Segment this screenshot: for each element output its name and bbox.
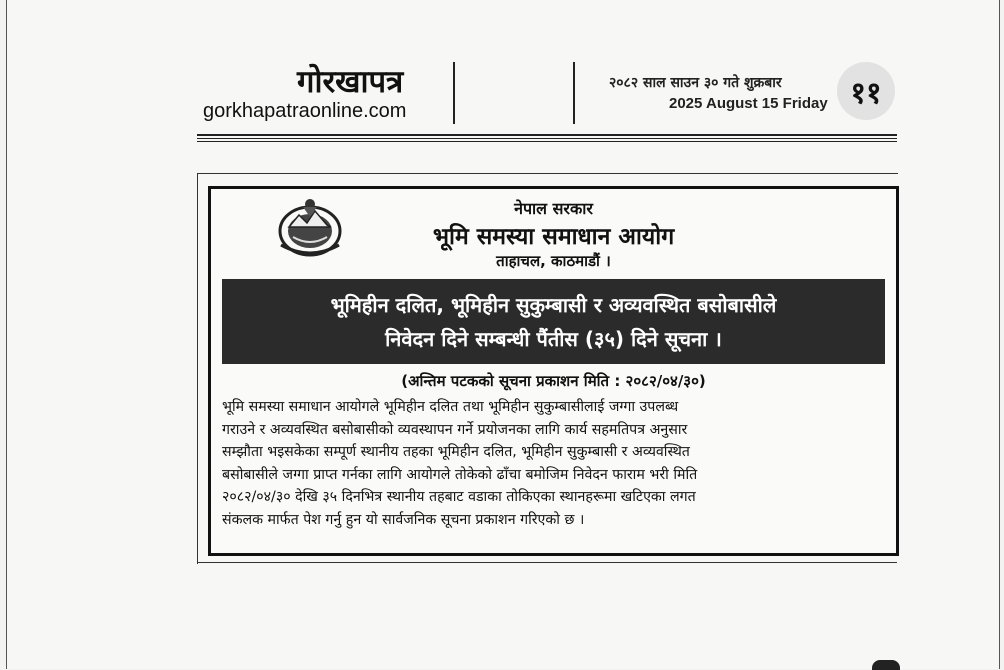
public-notice: [208, 186, 899, 556]
publication-date: (अन्तिम पटकको सूचना प्रकाशन मिति : २०८२/०४/३०): [401, 372, 706, 390]
masthead-name: गोरखापत्र: [297, 64, 404, 100]
ad-bottom-rule: [197, 562, 897, 563]
masthead-divider-left: [453, 62, 455, 124]
header-rule-3: [197, 141, 897, 142]
notice-body-line: भूमि समस्या समाधान आयोगले भूमिहीन दलित तथा भूमिहीन सुकुम्बासीलाई जग्गा उपलब्ध: [222, 399, 679, 415]
date-nepali: २०८२ साल साउन ३० गते शुक्रबार: [609, 75, 782, 91]
notice-body-line: सम्झौता भइसकेका सम्पूर्ण स्थानीय तहका भूमिहीन दलित, भूमिहीन सुकुम्बासी र अव्यवस्थित: [222, 444, 690, 460]
masthead-url: gorkhapatraonline.com: [203, 100, 407, 122]
notice-body-line: संकलक मार्फत पेश गर्नु हुन यो सार्वजनिक सूचना प्रकाशन गरिएको छ ।: [222, 511, 585, 528]
office-location: ताहाचल, काठमाडौं ।: [496, 252, 611, 270]
newspaper-page: [6, 0, 1000, 669]
notice-title-line: निवेदन दिने सम्बन्धी पैंतीस (३५) दिने सूचना ।: [385, 326, 722, 351]
notice-body-line: २०८२/०४/३० देखि ३५ दिनभित्र स्थानीय तहबाट वडाका तोकिएका स्थानहरूमा खटिएका लगत: [222, 489, 696, 505]
date-english: 2025 August 15 Friday: [669, 95, 828, 112]
notice-body-line: बसोबासीले जग्गा प्राप्त गर्नका लागि आयोगले तोकेको ढाँचा बमोजिम निवेदन फाराम भरी मिति: [222, 466, 698, 483]
notice-title-line: भूमिहीन दलित, भूमिहीन सुकुम्बासी र अव्यवस्थित बसोबासीले: [330, 292, 777, 317]
header-rule-2: [197, 138, 897, 139]
page-number: ११: [837, 62, 895, 120]
notice-body: [222, 396, 886, 531]
office-name: भूमि समस्या समाधान आयोग: [432, 224, 675, 250]
header-rule-1: [197, 134, 897, 136]
masthead-divider-right: [573, 62, 575, 124]
government-name: नेपाल सरकार: [514, 199, 593, 218]
notice-body-line: गराउने र अव्यवस्थित बसोबासीको व्यवस्थापन गर्ने प्रयोजनका लागि कार्य सहमतिपत्र अनुसार: [222, 421, 688, 438]
notice-title-banner: [222, 279, 885, 364]
